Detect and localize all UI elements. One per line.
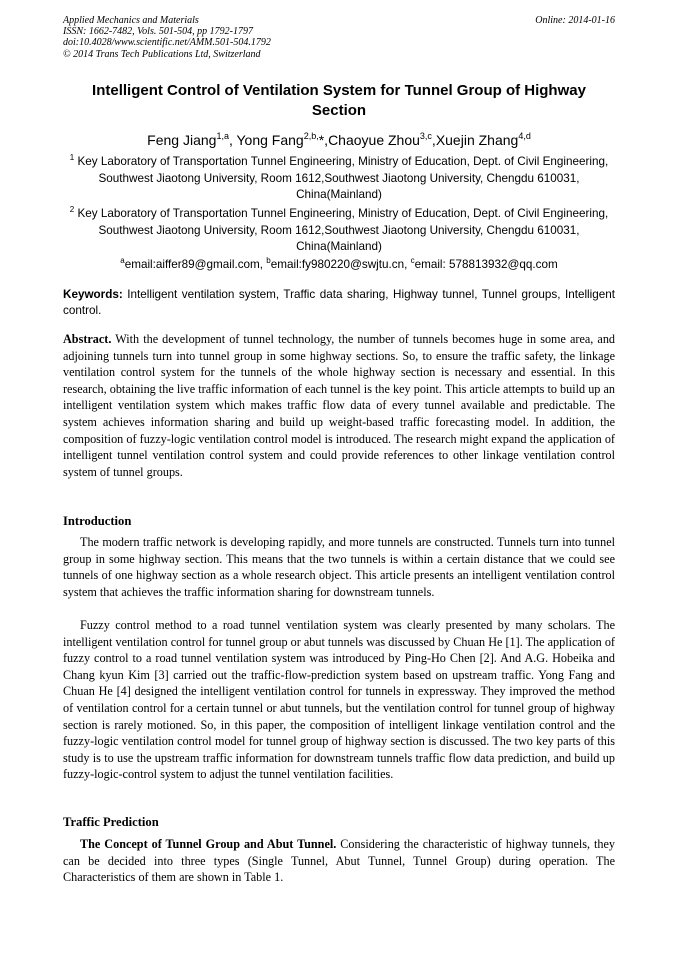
- keywords-label: Keywords:: [63, 288, 123, 301]
- affiliation-2: [63, 206, 615, 256]
- author-separator: ,: [228, 132, 237, 148]
- author-affiliation-mark: 3,c: [419, 131, 432, 141]
- introduction-paragraph-2: Fuzzy control method to a road tunnel ventilation system was clearly presented by many scholars. The intelligent ventilation control for tunnel group or abut tunnels was discussed by Chuan He [1]. The application of fuzzy control to a road tunnel ventilation system was introduced by Ping-Ho Chen [2]. And A.G. Hobeika and Chang kyun Kim [3] carried out the traffic-flow-prediction system based on upstream traffic. Yong Fang and Chuan He [4] designed the intelligent ventilation control for tunnels in expressway. They improved the method of ventilation control for a certain tunnel or abut tunnels, but the ventilation control for tunnel group of highway section is rarely motioned. So, in this paper, the composition of intelligent linkage ventilation control and the fuzzy-logic ventilation control model for tunnel group of highway section is discussed. The two key parts of this study is to use the upstream traffic information for downstream tunnels traffic flow data prediction, and build up fuzzy-logic-control system to adjust the tunnel ventilation facilities.: [63, 618, 615, 782]
- affiliation-number: 1: [69, 153, 75, 162]
- affiliation-1: [63, 154, 615, 204]
- traffic-prediction-heading: Traffic Prediction: [63, 815, 159, 829]
- traffic-prediction-paragraph: [63, 836, 615, 886]
- subsection-text: Considering the characteristic of highway tunnels, they can be decided into three types (Single Tunnel, Abut Tunnel, Tunnel Group) during operation. The Characteristics of them are shown in Table 1.: [63, 837, 615, 885]
- email-mark: c: [410, 256, 415, 265]
- author-affiliation-mark: 4,d: [518, 131, 531, 141]
- author-separator: ,: [431, 132, 436, 148]
- author-list: [63, 131, 615, 149]
- introduction-paragraph-1: The modern traffic network is developing rapidly, and more tunnels are constructed. Tunnels turn into tunnel group in some highway section. This means that the two tunnels is within a certain distance that we could see tunnels of one highway section as a whole research object. This article presents an intelligent ventilation control system that achieves the traffic information sharing for downstream tunnels.: [63, 535, 615, 599]
- abstract-label: Abstract.: [63, 332, 112, 346]
- author-name: Xuejin Zhang: [435, 132, 519, 148]
- journal-header: [63, 15, 615, 60]
- paper-title: Intelligent Control of Ventilation System for Tunnel Group of Highway Section: [92, 82, 586, 119]
- copyright-line: © 2014 Trans Tech Publications Ltd, Switzerland: [63, 48, 261, 60]
- email-list: [63, 257, 615, 273]
- affiliation-number: 2: [69, 205, 75, 214]
- journal-name: Applied Mechanics and Materials: [63, 15, 199, 26]
- email-mark: a: [120, 256, 125, 265]
- doi-line: doi:10.4028/www.scientific.net/AMM.501-504.1792: [63, 37, 271, 49]
- author-affiliation-mark: 1,a: [216, 131, 229, 141]
- abstract-text: With the development of tunnel technology, the number of tunnels becomes huge in some area, and adjoining tunnels turn into tunnel group in some highway sections. So, to ensure the traffic safety, the linkage ventilation control system for the tunnels of the whole highway section is necessary and essential. In this research, obtaining the live traffic information of each tunnel is the key point. This article attempts to build up an intelligent ventilation system which makes traffic flow data of every tunnel available and predictable. The system achieves information sharing and build up weight-based traffic forecasting model. In addition, the composition of fuzzy-logic ventilation control model is introduced. The research might expand the application of intelligent tunnel ventilation control system and could provide references to other linkage ventilation control system of tunnel groups.: [63, 332, 616, 479]
- subsection-label: The Concept of Tunnel Group and Abut Tunnel.: [80, 837, 337, 851]
- author-affiliation-mark: 2,b,: [303, 131, 319, 141]
- email-address: email: 578813932@qq.com: [414, 258, 558, 271]
- email-address: email:aiffer89@gmail.com,: [124, 258, 267, 271]
- issn-line: ISSN: 1662-7482, Vols. 501-504, pp 1792-1797: [63, 26, 253, 38]
- author-separator: *,: [318, 132, 329, 148]
- author-name: Yong Fang: [236, 132, 304, 148]
- email-address: email:fy980220@swjtu.cn,: [270, 258, 411, 271]
- author-name: Feng Jiang: [147, 132, 217, 148]
- keywords-text: Intelligent ventilation system, Traffic data sharing, Highway tunnel, Tunnel groups, Intelligent control.: [63, 288, 615, 317]
- affiliation-text: Key Laboratory of Transportation Tunnel Engineering, Ministry of Education, Dept. of Civil Engineering, Southwest Jiaotong University, Room 1612,Southwest Jiaotong University, Chengdu 610031, China(Mainland): [77, 207, 609, 254]
- online-date: Online: 2014-01-16: [535, 15, 615, 26]
- email-mark: b: [266, 256, 271, 265]
- introduction-heading: Introduction: [63, 514, 132, 528]
- abstract: [63, 331, 615, 480]
- author-name: Chaoyue Zhou: [328, 132, 420, 148]
- affiliation-text: Key Laboratory of Transportation Tunnel Engineering, Ministry of Education, Dept. of Civil Engineering, Southwest Jiaotong University, Room 1612,Southwest Jiaotong University, Chengdu 610031, China(Mainland): [77, 155, 609, 202]
- keywords: [63, 287, 615, 319]
